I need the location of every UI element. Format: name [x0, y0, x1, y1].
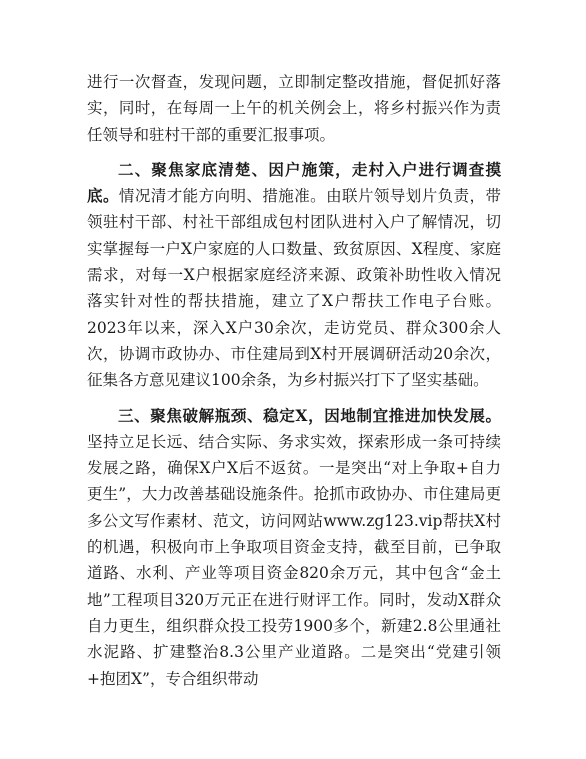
section-heading-two: 二、聚焦家底清楚、因户施策，走村入户进行调查摸底。 — [87, 159, 501, 206]
paragraph-text: 坚持立足长远、结合实际、务求实效，探索形成一条可持续发展之路，确保X户X后不返贫。一是突出“对上争取+自力更生”，大力改善基础设施条件。抢抓市政协办、市住建局更多公文写作素材、范文，访问网站www.zg123.vip帮扶X村的机遇，积极向市上争取项目资金支持，截至目前，已争取道路、水利、产业等项目资金820余万元，其中包含“金土地”工程项目320万元正在进行财评工作。同时，发动X群众自力更生，组织群众投工投劳1900多个，新建2.8公里通社水泥路、扩建整治8.3公里产业道路。二是突出“党建引领+抱团X”，专合组织带动 — [87, 432, 501, 688]
paragraph-section-two — [87, 157, 501, 394]
paragraph-continuation — [87, 69, 501, 148]
document-body — [87, 69, 501, 701]
paragraph-text: 进行一次督查，发现问题，立即制定整改措施，督促抓好落实，同时，在每周一上午的机关例会上，将乡村振兴作为责任领导和驻村干部的重要汇报事项。 — [87, 73, 501, 144]
paragraph-text: 情况清才能方向明、措施准。由联片领导划片负责，带领驻村干部、村社干部组成包村团队进村入户了解情况，切实掌握每一户X户家庭的人口数量、致贫原因、X程度、家庭需求，对每一X户根据家庭经济来源、政策补助性收入情况落实针对性的帮扶措施，建立了X户帮扶工作电子台账。2023年以来，深入X户30余次，走访党员、群众300余人次，协调市政协办、市住建局到X村开展调研活动20余次，征集各方意见建议100余条，为乡村振兴打下了坚实基础。 — [87, 187, 501, 390]
paragraph-section-three — [87, 403, 501, 692]
section-heading-three: 三、聚焦破解瓶颈、稳定X，因地制宜推进加快发展。 — [118, 405, 501, 425]
